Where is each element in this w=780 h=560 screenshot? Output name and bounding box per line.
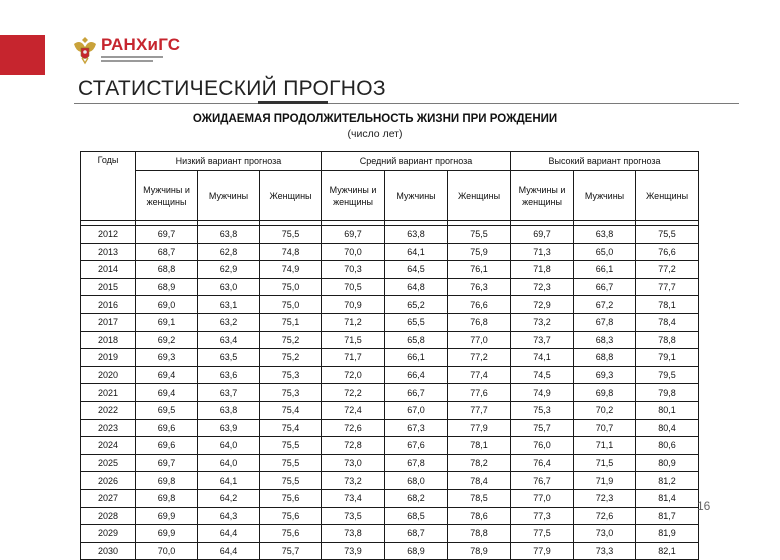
value-cell: 75,4	[260, 401, 322, 419]
value-cell: 63,7	[198, 384, 260, 402]
value-cell: 78,1	[448, 437, 511, 455]
value-cell: 75,5	[260, 437, 322, 455]
value-cell: 72,4	[322, 401, 385, 419]
value-cell: 78,9	[448, 542, 511, 560]
value-cell: 75,5	[260, 226, 322, 244]
value-cell: 69,3	[574, 366, 636, 384]
value-cell: 64,4	[198, 542, 260, 560]
value-cell: 75,4	[260, 419, 322, 437]
value-cell: 79,5	[636, 366, 699, 384]
value-cell: 78,8	[448, 525, 511, 543]
slide-title: СТАТИСТИЧЕСКИЙ ПРОГНОЗ	[78, 77, 386, 100]
value-cell: 77,2	[448, 349, 511, 367]
value-cell: 63,2	[198, 313, 260, 331]
variant-header-low: Низкий вариант прогноза	[136, 152, 322, 171]
value-cell: 68,2	[385, 489, 448, 507]
value-cell: 81,7	[636, 507, 699, 525]
year-cell: 2017	[81, 313, 136, 331]
table-row	[81, 542, 699, 560]
year-cell: 2021	[81, 384, 136, 402]
value-cell: 69,7	[136, 454, 198, 472]
value-cell: 79,8	[636, 384, 699, 402]
value-cell: 75,3	[260, 366, 322, 384]
value-cell: 81,2	[636, 472, 699, 490]
value-cell: 76,4	[511, 454, 574, 472]
value-cell: 78,4	[448, 472, 511, 490]
value-cell: 72,6	[322, 419, 385, 437]
value-cell: 70,0	[322, 243, 385, 261]
value-cell: 76,0	[511, 437, 574, 455]
value-cell: 77,2	[636, 261, 699, 279]
value-cell: 73,7	[511, 331, 574, 349]
value-cell: 72,0	[322, 366, 385, 384]
value-cell: 77,7	[448, 401, 511, 419]
year-cell: 2018	[81, 331, 136, 349]
year-column-header: Годы	[81, 152, 136, 221]
value-cell: 74,9	[260, 261, 322, 279]
value-cell: 71,5	[322, 331, 385, 349]
value-cell: 80,1	[636, 401, 699, 419]
table-row	[81, 278, 699, 296]
value-cell: 81,4	[636, 489, 699, 507]
value-cell: 68,8	[574, 349, 636, 367]
value-cell: 75,6	[260, 507, 322, 525]
value-cell: 63,8	[574, 226, 636, 244]
value-cell: 64,0	[198, 437, 260, 455]
value-cell: 75,2	[260, 349, 322, 367]
year-cell: 2020	[81, 366, 136, 384]
brand-name: РАНХиГС	[101, 35, 181, 54]
value-cell: 77,0	[511, 489, 574, 507]
table-row	[81, 366, 699, 384]
value-cell: 77,4	[448, 366, 511, 384]
value-cell: 63,4	[198, 331, 260, 349]
value-cell: 62,9	[198, 261, 260, 279]
value-cell: 75,0	[260, 278, 322, 296]
value-cell: 78,5	[448, 489, 511, 507]
year-cell: 2024	[81, 437, 136, 455]
value-cell: 75,5	[636, 226, 699, 244]
table-title: ОЖИДАЕМАЯ ПРОДОЛЖИТЕЛЬНОСТЬ ЖИЗНИ ПРИ РОЖДЕНИИ	[192, 113, 558, 125]
value-cell: 75,3	[260, 384, 322, 402]
value-cell: 66,7	[385, 384, 448, 402]
column-header-women: Женщины	[448, 171, 511, 221]
year-cell: 2025	[81, 454, 136, 472]
value-cell: 75,1	[260, 313, 322, 331]
value-cell: 65,5	[385, 313, 448, 331]
value-cell: 64,1	[198, 472, 260, 490]
value-cell: 66,7	[574, 278, 636, 296]
value-cell: 63,8	[198, 401, 260, 419]
value-cell: 68,8	[136, 261, 198, 279]
value-cell: 69,7	[136, 226, 198, 244]
value-cell: 73,0	[322, 454, 385, 472]
value-cell: 75,2	[260, 331, 322, 349]
value-cell: 71,7	[322, 349, 385, 367]
column-header-both-sexes: Мужчины и женщины	[322, 171, 385, 221]
value-cell: 71,5	[574, 454, 636, 472]
value-cell: 71,2	[322, 313, 385, 331]
column-header-men: Мужчины	[198, 171, 260, 221]
double-headed-eagle-icon	[72, 34, 98, 64]
value-cell: 71,8	[511, 261, 574, 279]
value-cell: 81,9	[636, 525, 699, 543]
value-cell: 63,8	[385, 226, 448, 244]
table-row	[81, 419, 699, 437]
value-cell: 68,7	[136, 243, 198, 261]
table-row	[81, 226, 699, 244]
year-cell: 2013	[81, 243, 136, 261]
title-underline	[74, 103, 739, 104]
value-cell: 80,6	[636, 437, 699, 455]
value-cell: 73,2	[511, 313, 574, 331]
value-cell: 69,8	[574, 384, 636, 402]
value-cell: 69,0	[136, 296, 198, 314]
value-cell: 73,8	[322, 525, 385, 543]
value-cell: 73,2	[322, 472, 385, 490]
variant-header-medium: Средний вариант прогноза	[322, 152, 511, 171]
value-cell: 65,8	[385, 331, 448, 349]
value-cell: 67,8	[385, 454, 448, 472]
value-cell: 69,6	[136, 419, 198, 437]
value-cell: 75,6	[260, 525, 322, 543]
value-cell: 78,8	[636, 331, 699, 349]
value-cell: 69,5	[136, 401, 198, 419]
value-cell: 72,9	[511, 296, 574, 314]
value-cell: 67,6	[385, 437, 448, 455]
year-cell: 2030	[81, 542, 136, 560]
value-cell: 63,8	[198, 226, 260, 244]
table-row	[81, 507, 699, 525]
year-cell: 2026	[81, 472, 136, 490]
value-cell: 77,7	[636, 278, 699, 296]
table-row	[81, 489, 699, 507]
value-cell: 77,9	[448, 419, 511, 437]
year-cell: 2016	[81, 296, 136, 314]
value-cell: 73,9	[322, 542, 385, 560]
column-header-both-sexes: Мужчины и женщины	[136, 171, 198, 221]
column-header-both-sexes: Мужчины и женщины	[511, 171, 574, 221]
value-cell: 78,1	[636, 296, 699, 314]
value-cell: 76,1	[448, 261, 511, 279]
year-cell: 2027	[81, 489, 136, 507]
value-cell: 73,0	[574, 525, 636, 543]
ranepa-logo	[72, 34, 202, 66]
value-cell: 74,1	[511, 349, 574, 367]
page-number: 16	[697, 499, 711, 513]
value-cell: 64,1	[385, 243, 448, 261]
value-cell: 77,9	[511, 542, 574, 560]
value-cell: 70,2	[574, 401, 636, 419]
red-accent-tab	[0, 35, 45, 75]
value-cell: 78,6	[448, 507, 511, 525]
value-cell: 63,0	[198, 278, 260, 296]
table-row	[81, 243, 699, 261]
value-cell: 69,4	[136, 366, 198, 384]
year-cell: 2012	[81, 226, 136, 244]
value-cell: 82,1	[636, 542, 699, 560]
value-cell: 75,5	[448, 226, 511, 244]
variant-header-high: Высокий вариант прогноза	[511, 152, 699, 171]
life-expectancy-table	[80, 151, 699, 560]
value-cell: 76,7	[511, 472, 574, 490]
table-row	[81, 384, 699, 402]
year-cell: 2014	[81, 261, 136, 279]
value-cell: 73,3	[574, 542, 636, 560]
value-cell: 70,0	[136, 542, 198, 560]
value-cell: 68,5	[385, 507, 448, 525]
value-cell: 67,0	[385, 401, 448, 419]
value-cell: 76,6	[448, 296, 511, 314]
value-cell: 76,8	[448, 313, 511, 331]
table-row	[81, 401, 699, 419]
value-cell: 64,8	[385, 278, 448, 296]
year-cell: 2028	[81, 507, 136, 525]
value-cell: 71,1	[574, 437, 636, 455]
value-cell: 64,5	[385, 261, 448, 279]
value-cell: 67,2	[574, 296, 636, 314]
value-cell: 68,3	[574, 331, 636, 349]
year-cell: 2019	[81, 349, 136, 367]
value-cell: 77,5	[511, 525, 574, 543]
value-cell: 77,6	[448, 384, 511, 402]
value-cell: 69,8	[136, 489, 198, 507]
value-cell: 68,9	[136, 278, 198, 296]
value-cell: 75,7	[260, 542, 322, 560]
value-cell: 75,6	[260, 489, 322, 507]
value-cell: 79,1	[636, 349, 699, 367]
value-cell: 75,0	[260, 296, 322, 314]
value-cell: 76,3	[448, 278, 511, 296]
year-cell: 2023	[81, 419, 136, 437]
value-cell: 68,0	[385, 472, 448, 490]
value-cell: 65,2	[385, 296, 448, 314]
value-cell: 69,3	[136, 349, 198, 367]
value-cell: 80,9	[636, 454, 699, 472]
value-cell: 66,1	[385, 349, 448, 367]
table-row	[81, 331, 699, 349]
value-cell: 62,8	[198, 243, 260, 261]
value-cell: 68,7	[385, 525, 448, 543]
column-header-women: Женщины	[636, 171, 699, 221]
value-cell: 66,1	[574, 261, 636, 279]
table-row	[81, 472, 699, 490]
value-cell: 69,7	[322, 226, 385, 244]
value-cell: 65,0	[574, 243, 636, 261]
value-cell: 72,3	[574, 489, 636, 507]
value-cell: 77,0	[448, 331, 511, 349]
value-cell: 75,5	[260, 472, 322, 490]
value-cell: 69,2	[136, 331, 198, 349]
column-header-women: Женщины	[260, 171, 322, 221]
year-cell: 2029	[81, 525, 136, 543]
value-cell: 75,9	[448, 243, 511, 261]
value-cell: 69,9	[136, 525, 198, 543]
value-cell: 68,9	[385, 542, 448, 560]
column-header-men: Мужчины	[385, 171, 448, 221]
value-cell: 74,8	[260, 243, 322, 261]
value-cell: 69,1	[136, 313, 198, 331]
value-cell: 80,4	[636, 419, 699, 437]
value-cell: 63,1	[198, 296, 260, 314]
value-cell: 74,9	[511, 384, 574, 402]
value-cell: 72,6	[574, 507, 636, 525]
value-cell: 64,2	[198, 489, 260, 507]
value-cell: 69,9	[136, 507, 198, 525]
table-row	[81, 349, 699, 367]
value-cell: 70,7	[574, 419, 636, 437]
table-row	[81, 296, 699, 314]
value-cell: 69,8	[136, 472, 198, 490]
year-cell: 2015	[81, 278, 136, 296]
value-cell: 63,9	[198, 419, 260, 437]
value-cell: 77,3	[511, 507, 574, 525]
value-cell: 72,2	[322, 384, 385, 402]
value-cell: 64,4	[198, 525, 260, 543]
value-cell: 70,9	[322, 296, 385, 314]
forecast-table-panel	[80, 151, 698, 556]
value-cell: 67,8	[574, 313, 636, 331]
title-underline-accent	[258, 101, 328, 104]
value-cell: 70,3	[322, 261, 385, 279]
value-cell: 63,5	[198, 349, 260, 367]
value-cell: 69,6	[136, 437, 198, 455]
value-cell: 74,5	[511, 366, 574, 384]
value-cell: 78,2	[448, 454, 511, 472]
value-cell: 73,4	[322, 489, 385, 507]
value-cell: 63,6	[198, 366, 260, 384]
value-cell: 73,5	[322, 507, 385, 525]
year-cell: 2022	[81, 401, 136, 419]
value-cell: 64,3	[198, 507, 260, 525]
column-header-men: Мужчины	[574, 171, 636, 221]
table-row	[81, 261, 699, 279]
value-cell: 76,6	[636, 243, 699, 261]
table-body	[81, 221, 699, 560]
value-cell: 64,0	[198, 454, 260, 472]
logo-caption-line	[101, 56, 163, 58]
logo-caption-line	[101, 60, 153, 62]
table-row	[81, 525, 699, 543]
value-cell: 72,3	[511, 278, 574, 296]
value-cell: 72,8	[322, 437, 385, 455]
value-cell: 75,5	[260, 454, 322, 472]
value-cell: 71,3	[511, 243, 574, 261]
value-cell: 66,4	[385, 366, 448, 384]
table-subtitle: (число лет)	[347, 128, 403, 140]
table-row	[81, 454, 699, 472]
value-cell: 75,7	[511, 419, 574, 437]
table-row	[81, 437, 699, 455]
value-cell: 70,5	[322, 278, 385, 296]
value-cell: 69,7	[511, 226, 574, 244]
table-row	[81, 313, 699, 331]
value-cell: 78,4	[636, 313, 699, 331]
value-cell: 71,9	[574, 472, 636, 490]
value-cell: 67,3	[385, 419, 448, 437]
value-cell: 75,3	[511, 401, 574, 419]
value-cell: 69,4	[136, 384, 198, 402]
